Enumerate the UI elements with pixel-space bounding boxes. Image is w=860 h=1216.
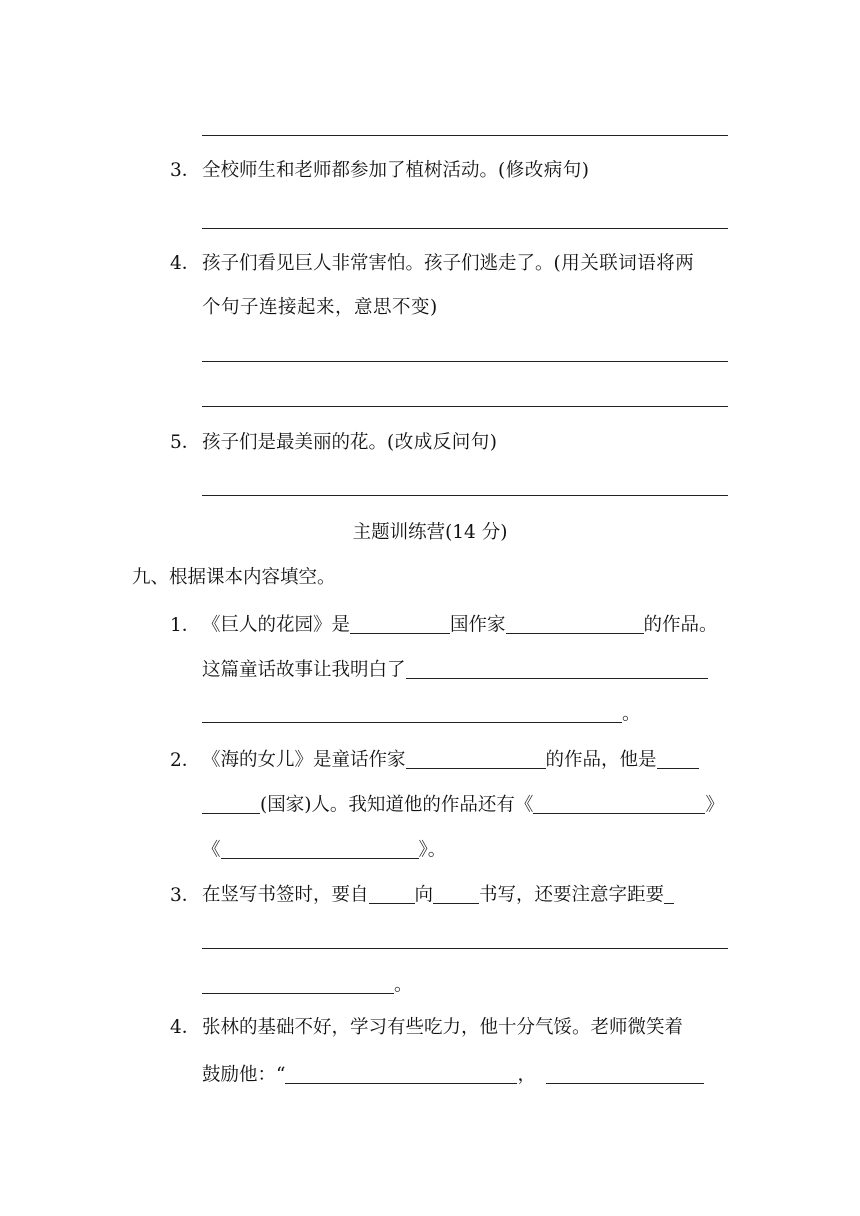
question-number: 1． [170, 614, 201, 636]
answer-line[interactable] [202, 406, 728, 407]
question-3-line-3 [202, 974, 413, 995]
fill-blank[interactable] [202, 794, 260, 814]
punctuation: 。 [394, 974, 413, 996]
question-text: 向 [414, 884, 434, 906]
item-hint: (用关联词语将两 [553, 253, 695, 274]
fill-blank[interactable] [546, 1064, 704, 1084]
question-text: 《 [202, 839, 221, 861]
question-4-line-2 [202, 1064, 704, 1085]
item-number: 4． [170, 253, 201, 274]
question-1 [170, 614, 718, 635]
answer-line[interactable] [202, 495, 728, 496]
fill-blank[interactable] [506, 614, 644, 634]
item-hint: (改成反问句) [387, 432, 498, 453]
question-2-line-3 [202, 839, 446, 860]
fill-blank[interactable] [202, 974, 394, 994]
fill-blank[interactable] [664, 884, 674, 904]
question-3 [170, 884, 674, 905]
answer-line[interactable] [202, 228, 728, 229]
question-text: 《巨人的花园》是 [202, 614, 351, 636]
item-hint: (修改病句) [498, 160, 590, 181]
question-text: 书写，还要注意字距要 [479, 884, 665, 906]
question-text: 《海的女儿》是童话作家 [202, 749, 406, 771]
part-heading: 九、根据课本内容填空。 [132, 567, 336, 588]
question-number: 2． [170, 749, 201, 771]
question-number: 3． [170, 884, 201, 906]
question-4 [170, 1019, 683, 1038]
item-5 [170, 434, 497, 453]
fill-blank[interactable] [406, 659, 708, 679]
question-text: 的作品，他是 [545, 749, 657, 771]
item-text: 孩子们是最美丽的花。 [202, 432, 388, 453]
item-number: 5． [170, 432, 201, 453]
answer-line[interactable] [202, 135, 728, 136]
question-1-line-2 [202, 659, 708, 680]
item-hint-continued: 个句子连接起来，意思不变) [202, 297, 438, 318]
fill-blank[interactable] [285, 1064, 517, 1084]
question-text: (国家)人。我知道他的作品还有《 [260, 794, 534, 816]
fill-blank[interactable] [406, 749, 546, 769]
question-text: 在竖写书签时，要自 [202, 884, 369, 906]
fill-blank[interactable] [202, 703, 622, 723]
item-4 [170, 255, 694, 274]
item-text: 孩子们看见巨人非常害怕。孩子们逃走了。 [202, 253, 554, 274]
fill-blank[interactable] [433, 884, 479, 904]
question-text: 的作品。 [643, 614, 718, 636]
item-3 [170, 162, 589, 181]
question-2-line-2 [202, 794, 724, 815]
question-text: 这篇童话故事让我明白了 [202, 659, 406, 681]
punctuation: 。 [622, 703, 641, 725]
fill-blank[interactable] [657, 749, 699, 769]
question-text: 》。 [418, 839, 447, 861]
question-text: ， [517, 1064, 536, 1086]
question-number: 4． [170, 1017, 201, 1038]
question-text: 》 [705, 794, 724, 816]
item-text: 全校师生和老师都参加了植树活动。 [202, 160, 499, 181]
question-1-line-3 [202, 703, 641, 724]
fill-blank[interactable] [533, 794, 705, 814]
fill-blank[interactable] [350, 614, 450, 634]
section-title: 主题训练营(14 分) [352, 522, 508, 543]
question-text: 国作家 [450, 614, 506, 636]
question-text: 张林的基础不好，学习有些吃力，他十分气馁。老师微笑着 [202, 1017, 684, 1038]
answer-line[interactable] [202, 361, 728, 362]
fill-blank[interactable] [221, 839, 419, 859]
question-2 [170, 749, 699, 770]
question-text: 鼓励他：“ [202, 1064, 286, 1086]
answer-line[interactable] [202, 948, 728, 949]
fill-blank[interactable] [369, 884, 415, 904]
item-number: 3． [170, 160, 201, 181]
